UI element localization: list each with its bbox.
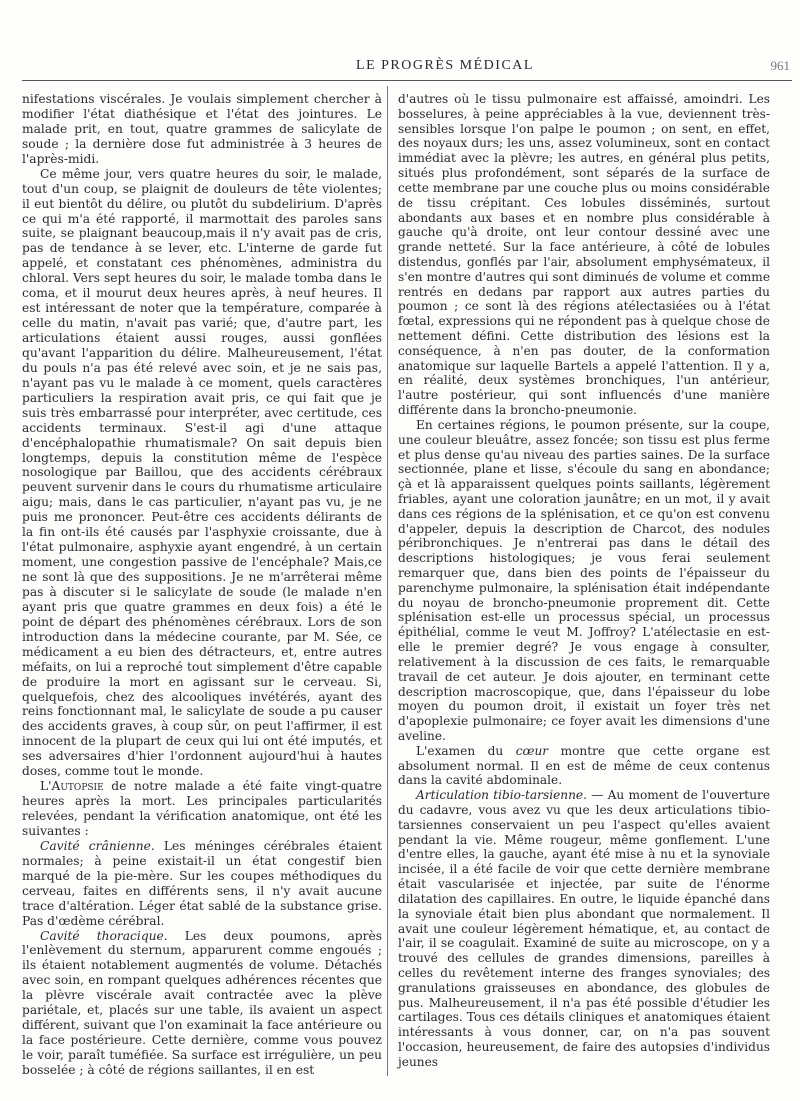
paragraph-text: montre que cette organe est absolument normal. Il en est de même de ceux contenus dans la cavité abdominale. bbox=[398, 743, 770, 788]
paragraph bbox=[398, 788, 770, 1069]
emphasis: cœur bbox=[515, 743, 549, 758]
running-header bbox=[100, 58, 790, 78]
paragraph-text: Les méninges cérébrales étaient normales; à peine existait-il un état congestif bien marqué de la pie-mère. Sur les coupes méthodiques du cerveau, faites en différents sens, il n'y avait aucune trace d'altération. Léger état sablé de la substance grise. Pas d'œdème cérébral. bbox=[22, 838, 382, 928]
paragraph-text: de notre malade a été faite vingt-quatre heures après la mort. Les principales particularités relevées, pendant la vérification anatomique, ont été les suivantes : bbox=[22, 779, 382, 838]
section-label: Cavité thoracique. bbox=[40, 928, 168, 943]
paragraph: d'autres où le tissu pulmonaire est affaissé, amoindri. Les bosselures, à peine appréciables à la vue, deviennent très-sensibles lorsque l'on palpe le poumon ; on sent, en effet, des noyaux durs; les uns, assez volumineux, sont en contact immédiat avec la plèvre; les autres, en général plus petits, situés plus profondément, sont séparés de la surface de cette membrane par une couche plus ou moins considérable de tissu crépitant. Ces lobules disséminés, surtout abondants aux bases et en nombre plus considérable à gauche qu'à droite, ont leur contour dessiné avec une grande netteté. Sur la face antérieure, à côté de lobules distendus, gonflés par l'air, absolument emphysémateux, il s'en montre d'autres qui sont diminués de volume et comme rentrés en dedans par rapport aux autres parties du poumon ; ce sont là des régions atélectasiées ou à l'état fœtal, expressions qui ne répondent pas à quelque chose de nettement défini. Cette distribution des lésions est la conséquence, à n'en pas douter, de la conformation anatomique sur laquelle Bartels a appelé l'attention. Il y a, en réalité, deux systèmes bronchiques, l'un antérieur, l'autre postérieur, qui sont influencés d'une manière différente dans la broncho-pneumonie. bbox=[398, 92, 770, 418]
paragraph: Ce même jour, vers quatre heures du soir, le malade, tout d'un coup, se plaignit de douleurs de tête violentes; il eut bientôt du délire, ou plutôt du subdelirium. D'après ce qui m'a été rapporté, il marmottait des paroles sans suite, se plaignant beaucoup,mais il n'y avait pas de cris, pas de tendance à se lever, etc. L'interne de garde fut appelé, et constatant ces phénomènes, administra du chloral. Vers sept heures du soir, le malade tomba dans le coma, et il mourut deux heures après, à neuf heures. Il est intéressant de noter que la température, comparée à celle du matin, n'avait pas varié; que, d'autre part, les articulations étaient aussi rouges, aussi gonflées qu'avant l'apparition du délire. Malheureusement, l'état du pouls n'a pas été relevé avec soin, et je ne sais pas, n'ayant pas vu le malade à ce moment, quels caractères particuliers la respiration avait pris, ce qui fait que je suis très embarrassé pour interpréter, avec certitude, ces accidents terminaux. S'est-il agi d'une attaque d'encéphalopathie rhumatismale? On sait depuis bien longtemps, depuis la constitution même de l'espèce nosologique par Baillou, que des accidents cérébraux peuvent survenir dans le cours du rhumatisme articulaire aigu; mais, dans le cas particulier, n'ayant pas vu, je ne puis me prononcer. Peut-être ces accidents délirants de la fin ont-ils été causés par l'asphyxie croissante, due à l'état pulmonaire, asphyxie ayant engendré, à un certain moment, une congestion passive de l'encéphale? Mais,ce ne sont là que des suppositions. Je ne m'arrêterai même pas à discuter si le salicylate de soude (le malade n'en ayant pris que quatre grammes en deux fois) a été le point de départ des phénomènes cérébraux. Lors de son introduction dans la médecine courante, par M. Sée, ce médicament a eu bien des détracteurs, et, entre autres méfaits, on lui a reproché tout simplement d'être capable de produire la mort en agissant sur le cerveau. Si, quelquefois, chez des alcooliques invétérés, ayant des reins fonctionnant mal, le salicylate de soude a pu causer des accidents graves, à coup sûr, on peut l'affirmer, il est innocent de la plupart de ceux qui lui ont été imputés, et ses adversaires d'hier l'ordonnent aujourd'hui à hautes doses, comme tout le monde. bbox=[22, 166, 382, 779]
paragraph bbox=[398, 744, 770, 788]
paragraph: En certaines régions, le poumon présente, sur la coupe, une couleur bleuâtre, assez foncée; son tissu est plus ferme et plus dense qu'au niveau des parties saines. De la surface sectionnée, plane et lisse, s'écoule du sang en abondance; çà et là apparaissent quelques points saillants, légèrement friables, ayant une coloration jaunâtre; en un mot, il y avait dans ces régions de la splénisation, et ce qu'on est convenu d'appeler, depuis la description de Charcot, des nodules péribronchiques. Je n'entrerai pas dans le détail des descriptions histologiques; je vous ferai seulement remarquer que, dans bien des points de l'épaisseur du parenchyme pulmonaire, la splénisation était indépendante du noyau de broncho-pneumonie proprement dit. Cette splénisation est-elle un processus spécial, un processus épithélial, comme le veut M. Joffroy? L'atélectasie en est-elle le premier degré? Je vous engage à consulter, relativement à la discussion de ces faits, le remarquable travail de cet auteur. Je dois ajouter, en terminant cette description macroscopique, que, dans l'épaisseur du lobe moyen du poumon droit, il existait un foyer très net d'apoplexie pulmonaire; ce foyer avait les dimensions d'une aveline. bbox=[398, 417, 770, 743]
right-column bbox=[398, 92, 770, 1070]
section-label: Cavité crânienne. bbox=[40, 838, 155, 853]
page-number: 961 bbox=[770, 58, 790, 73]
paragraph bbox=[22, 929, 382, 1078]
paragraph bbox=[22, 779, 382, 839]
paragraph-text: L'examen du bbox=[416, 743, 516, 758]
column-divider bbox=[387, 86, 388, 1076]
section-label: L'Autopsie bbox=[40, 779, 104, 794]
left-column bbox=[22, 92, 382, 1078]
paragraph bbox=[22, 839, 382, 929]
journal-title: LE PROGRÈS MÉDICAL bbox=[356, 58, 534, 73]
header-rule bbox=[22, 80, 792, 81]
paragraph: nifestations viscérales. Je voulais simplement chercher à modifier l'état diathésique et l'état des jointures. Le malade prit, en tout, quatre grammes de salicylate de soude ; la dernière dose fut administrée à 3 heures de l'après-midi. bbox=[22, 92, 382, 166]
paragraph-text: — Au moment de l'ouverture du cadavre, vous avez vu que les deux articulations tibio-tarsiennes conservaient un peu l'aspect qu'elles avaient pendant la vie. Même rougeur, même gonflement. L'une d'entre elles, la gauche, ayant été mise à nu et la synoviale incisée, il a été facile de voir que cette dernière membrane était vascularisée et injectée, par suite de l'énorme dilatation des capillaires. En outre, le liquide épanché dans la synoviale était bien plus abondant que normalement. Il avait une couleur légèrement hématique, et, au contact de l'air, il se coagulait. Examiné de suite au microscope, on y a trouvé des cellules de grandes dimensions, pareilles à celles du revêtement interne des franges synoviales; des granulations graisseuses en abondance, des globules de pus. Malheureusement, il n'a pas été possible d'étudier les cartilages. Tous ces détails cliniques et anatomiques étaient intéressants à vous donner, car, on n'a pas souvent l'occasion, heureusement, de faire des autopsies d'individus jeunes bbox=[398, 788, 770, 1069]
section-label: Articulation tibio-tarsienne. bbox=[416, 788, 587, 803]
paragraph-text: Les deux poumons, après l'enlèvement du sternum, apparurent comme engoués ; ils étaient notablement augmentés de volume. Détachés avec soin, en rompant quelques adhérences récentes que la plèvre viscérale avait contractée avec la plève pariétale, et, placés sur une table, ils avaient un aspect différent, suivant que l'on examinait la face antérieure ou la face postérieure. Cette dernière, comme vous pouvez le voir, paraît tuméfiée. Sa surface est irrégulière, un peu bosselée ; à côté de régions saillantes, il en est bbox=[22, 928, 382, 1077]
